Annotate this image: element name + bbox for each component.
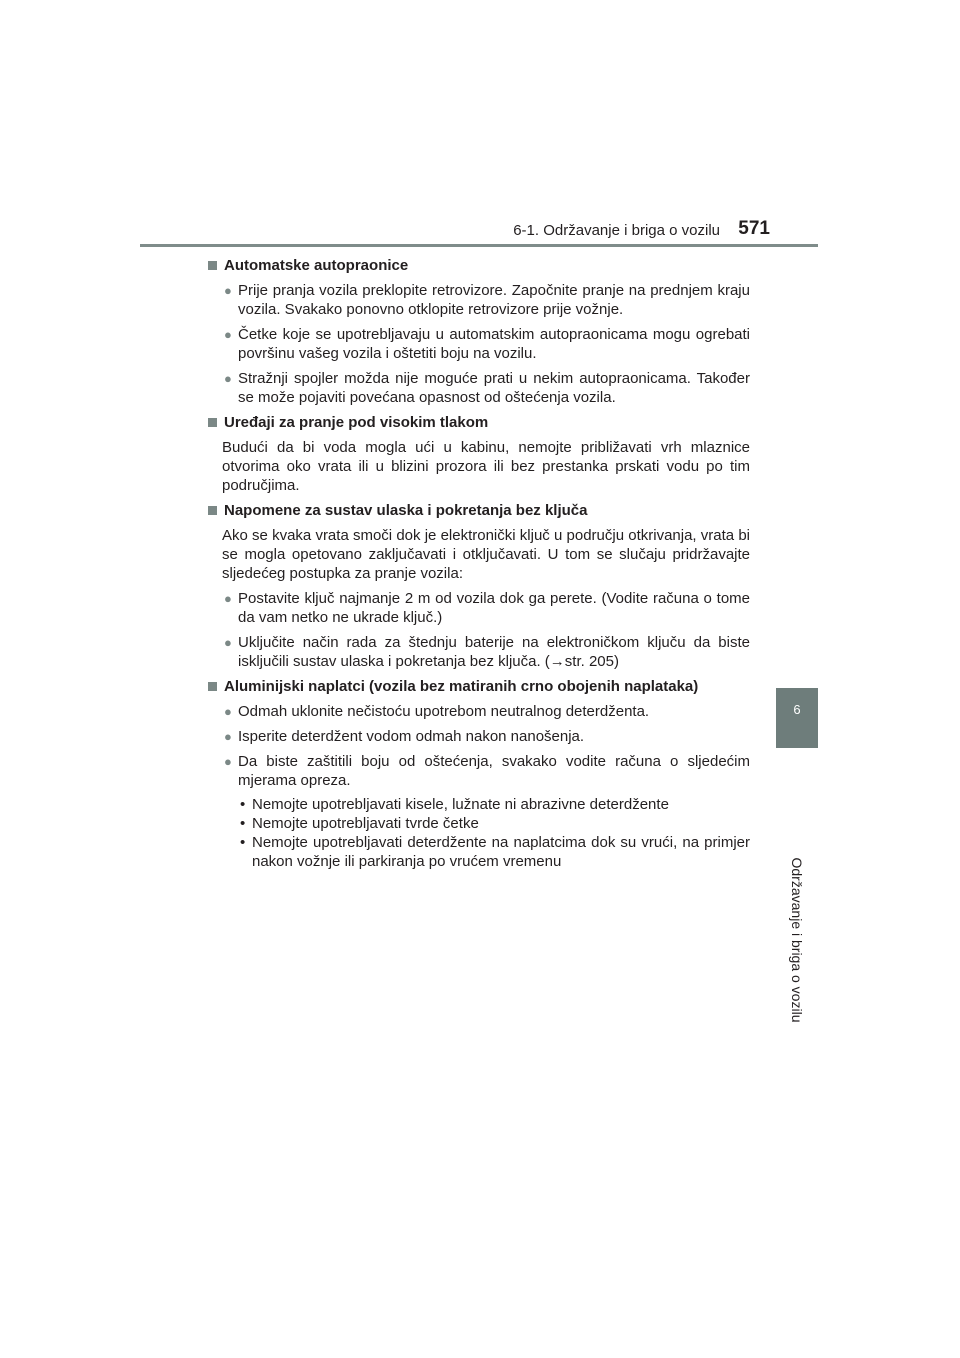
chapter-tab xyxy=(776,688,818,748)
list-item-text: Četke koje se upotrebljavaju u automatskim autopraonicama mogu ogrebati površinu vašeg vozila i oštetiti boju na vozilu. xyxy=(238,326,750,362)
circle-bullet-icon: ● xyxy=(224,704,232,719)
square-bullet-icon xyxy=(208,261,217,270)
page-number: 571 xyxy=(738,218,770,239)
sub-list-item xyxy=(208,795,750,814)
paragraph: Ako se kvaka vrata smoči dok je elektronički ključ u području otkrivanja, vrata bi se mogla opetovano zaključavati i otključavati. U tom se slučaju pridržavajte sljedećeg postupka za pranje vozila: xyxy=(222,527,750,582)
chapter-label: Održavanje i briga o vozilu xyxy=(789,857,805,1023)
list-item xyxy=(208,633,750,671)
section-heading-car-wash xyxy=(208,256,750,275)
square-bullet-icon xyxy=(208,506,217,515)
circle-bullet-icon: ● xyxy=(224,635,232,650)
square-bullet-icon xyxy=(208,418,217,427)
heading-text: Napomene za sustav ulaska i pokretanja bez ključa xyxy=(224,502,588,519)
circle-bullet-icon: ● xyxy=(224,371,232,386)
sub-list-item xyxy=(208,833,750,871)
list-item-text: Prije pranja vozila preklopite retrovizore. Započnite pranje na prednjem kraju vozila. Svakako ponovno otklopite retrovizore prije vožnje. xyxy=(238,282,750,318)
heading-text: Uređaji za pranje pod visokim tlakom xyxy=(224,414,489,431)
dot-bullet-icon: • xyxy=(240,834,246,851)
sub-list xyxy=(208,795,750,871)
circle-bullet-icon: ● xyxy=(224,591,232,606)
list-item xyxy=(208,702,750,721)
header-divider xyxy=(140,244,818,247)
page-content xyxy=(208,256,750,877)
list-item xyxy=(208,281,750,319)
section-heading-pressure-washer xyxy=(208,413,750,432)
list-item xyxy=(208,369,750,407)
circle-bullet-icon: ● xyxy=(224,729,232,744)
circle-bullet-icon: ● xyxy=(224,283,232,298)
sub-list-item-text: Nemojte upotrebljavati tvrde četke xyxy=(252,815,479,832)
sub-list-item-text: Nemojte upotrebljavati kisele, lužnate ni abrazivne deterdžente xyxy=(252,796,669,813)
dot-bullet-icon: • xyxy=(240,815,246,832)
list-item-text: Stražnji spojler možda nije moguće prati u nekim autopraonicama. Također se može pojaviti povećana opasnost od oštećenja vozila. xyxy=(238,370,750,406)
chapter-number: 6 xyxy=(793,702,801,717)
list-item-text: Postavite ključ najmanje 2 m od vozila dok ga perete. (Vodite računa o tome da vam netko ne ukrade ključ.) xyxy=(238,590,750,626)
heading-text: Automatske autopraonice xyxy=(224,257,409,274)
section-title: 6-1. Održavanje i briga o vozilu xyxy=(513,222,720,239)
circle-bullet-icon: ● xyxy=(224,327,232,342)
list-item-text: Odmah uklonite nečistoću upotrebom neutralnog deterdženta. xyxy=(238,703,650,720)
list-item-text: Isperite deterdžent vodom odmah nakon nanošenja. xyxy=(238,728,585,745)
square-bullet-icon xyxy=(208,682,217,691)
dot-bullet-icon: • xyxy=(240,796,246,813)
heading-text: Aluminijski naplatci (vozila bez matiranih crno obojenih naplataka) xyxy=(224,678,699,695)
list-item xyxy=(208,325,750,363)
list-item-text: Da biste zaštitili boju od oštećenja, svakako vodite računa o sljedećim mjerama opreza. xyxy=(238,753,750,789)
section-heading-keyless-entry xyxy=(208,501,750,520)
list-item xyxy=(208,752,750,790)
paragraph: Budući da bi voda mogla ući u kabinu, nemojte približavati vrh mlaznice otvorima oko vrata ili u blizini prozora ili bez prestanka prskati vodu po tim područjima. xyxy=(222,439,750,494)
page-header xyxy=(140,0,818,248)
list-item-text: Uključite način rada za štednju baterije na elektroničkom ključu da biste isključili sustav ulaska i pokretanja bez ključa. (→str. 205) xyxy=(238,634,750,670)
list-item xyxy=(208,589,750,627)
circle-bullet-icon: ● xyxy=(224,754,232,769)
list-item xyxy=(208,727,750,746)
sub-list-item xyxy=(208,814,750,833)
section-heading-aluminium-wheels xyxy=(208,677,750,696)
sub-list-item-text: Nemojte upotrebljavati deterdžente na naplatcima dok su vrući, na primjer nakon vožnje ili parkiranja po vrućem vremenu xyxy=(252,834,750,870)
